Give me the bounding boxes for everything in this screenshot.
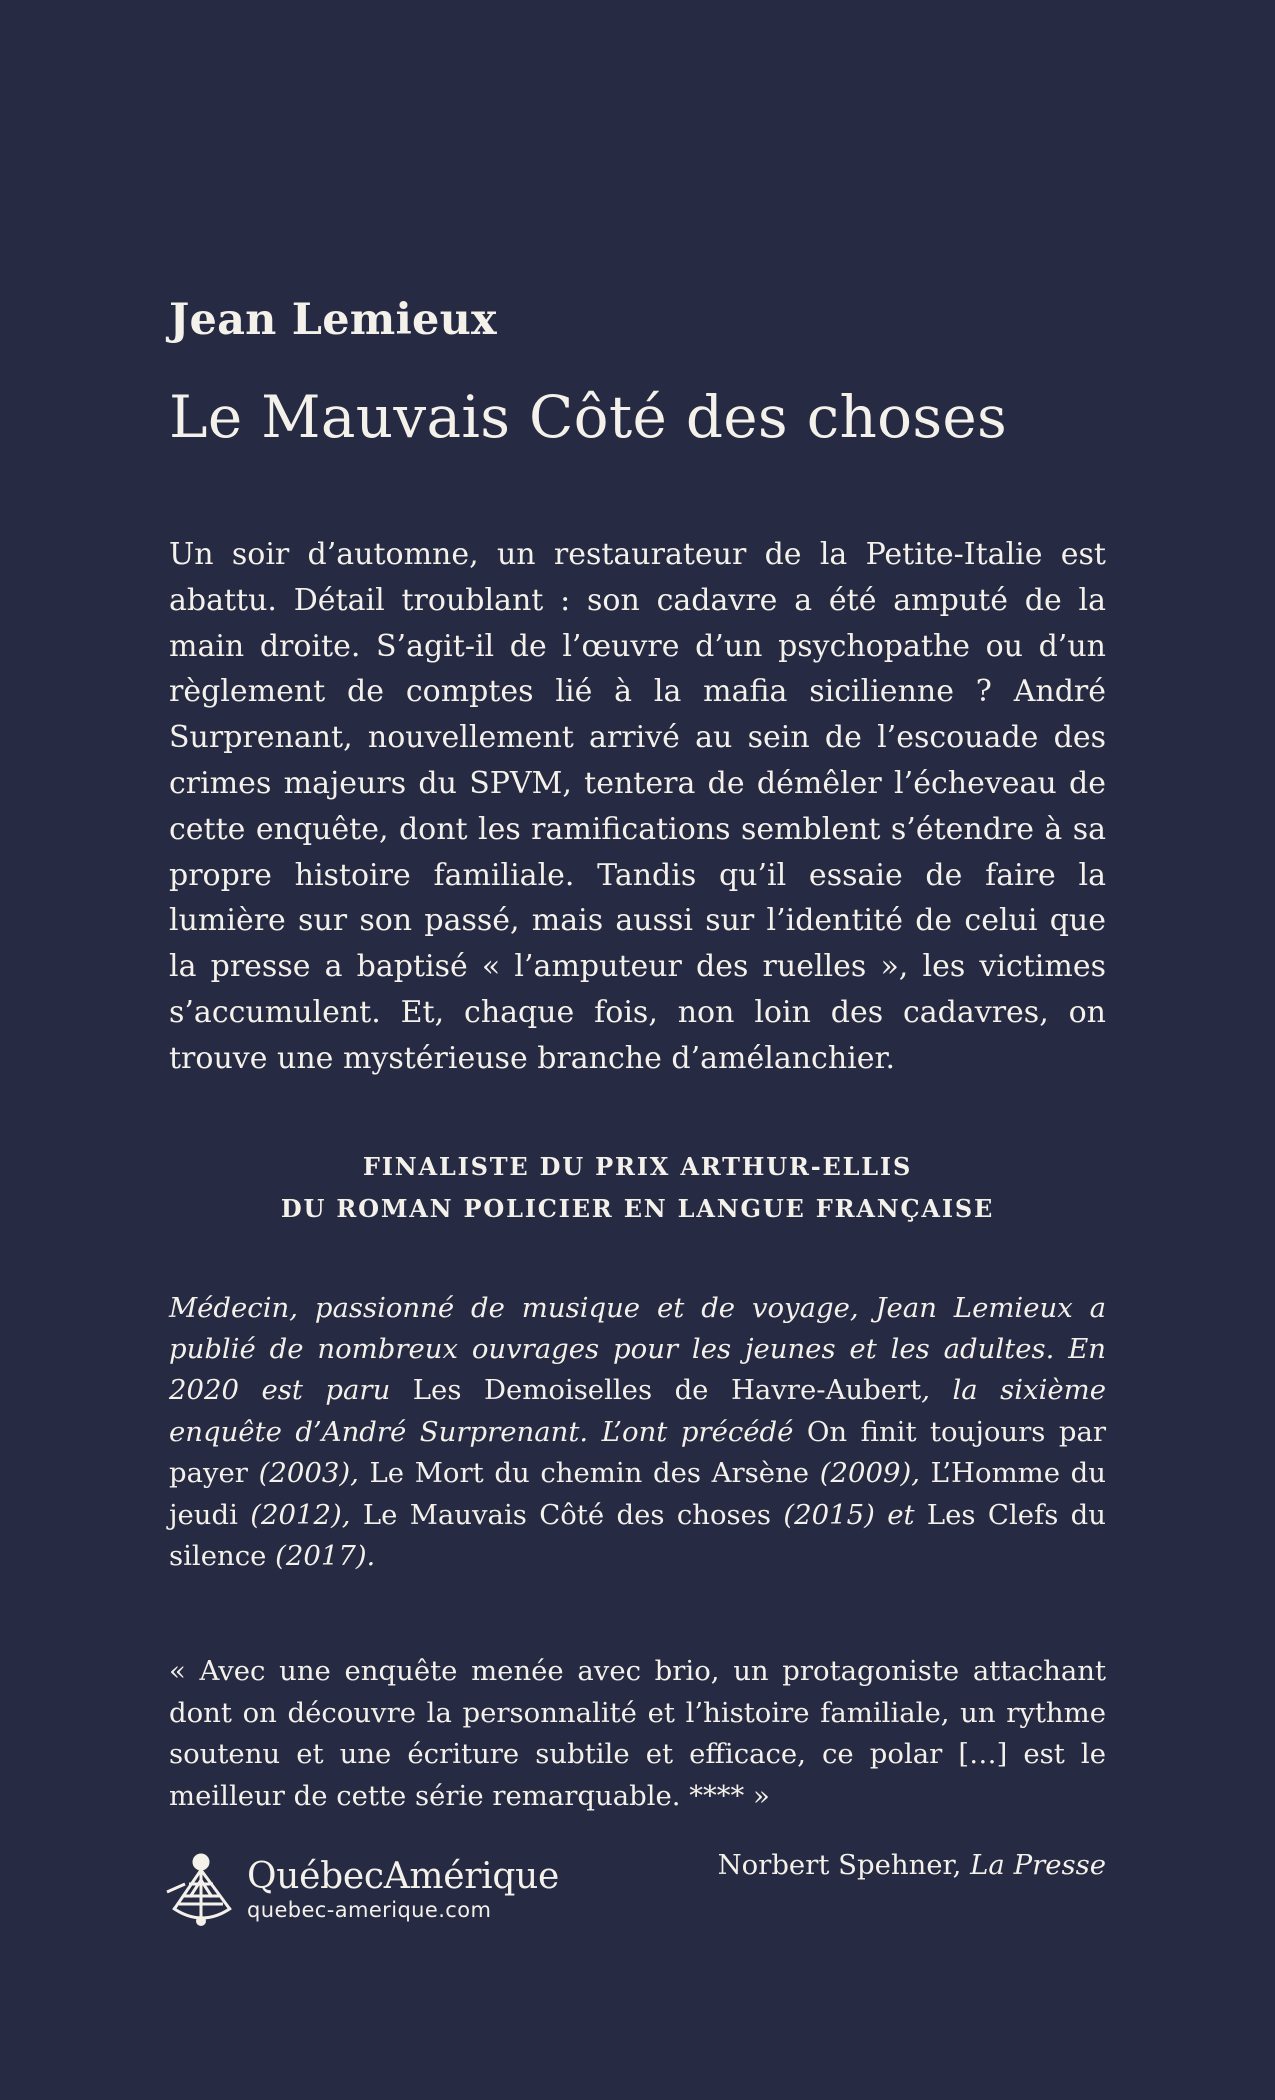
publisher-name: QuébecAmérique	[247, 1856, 560, 1897]
publisher-mark	[163, 1850, 559, 1930]
bio-year-6: (2017).	[266, 1540, 376, 1572]
award-notice	[169, 1146, 1106, 1230]
publisher-text	[247, 1857, 559, 1923]
bio-year-3: (2009),	[809, 1457, 931, 1490]
author-name: Jean Lemieux	[169, 295, 497, 345]
bio-book-3: Le Mort du chemin des Arsène	[369, 1457, 810, 1490]
award-line-2: DU ROMAN POLICIER EN LANGUE FRANÇAISE	[280, 1193, 995, 1223]
review-quote: « Avec une enquête menée avec brio, un protagoniste attachant dont on découvre la personnalité et l’histoire familiale, un rythme soutenu et une écriture subtile et efficace, ce polar […] est le meilleur de cette série remarquable. **** »	[169, 1655, 1106, 1812]
bio-book-2: On finit toujours par payer	[169, 1415, 1107, 1490]
bio-book-5: Le Mauvais Côté des choses	[362, 1498, 772, 1531]
bio-text-1: Médecin, passionné de musique et de voyage, Jean Lemieux a publié de nombreux ouvrages pour les jeunes et les adultes. En 2020 est paru	[169, 1291, 1106, 1407]
bio-book-1: Les Demoiselles de Havre-Aubert	[412, 1374, 922, 1407]
bio-book-6: Les Clefs du silence	[169, 1498, 1106, 1572]
reviewer-name: Norbert Spehner,	[717, 1848, 971, 1881]
bio-year-4: (2012),	[237, 1498, 363, 1531]
bio-year-2: (2003),	[247, 1457, 370, 1490]
sextant-icon	[163, 1850, 241, 1930]
cover-content	[169, 292, 1106, 1886]
synopsis-paragraph: Un soir d’automne, un restaurateur de la Petite-Italie est abattu. Détail troublant : son cadavre a été amputé de la main droite. S’agit-il de l’œuvre d’un psychopathe ou d’un règlement de comptes lié à la mafia sicilienne ? André Surprenant, nouvellement arrivé au sein de l’escouade des crimes majeurs du SPVM, tentera de démêler l’écheveau de cette enquête, dont les ramifications semblent s’étendre à sa propre histoire familiale. Tandis qu’il essaie de faire la lumière sur son passé, mais aussi sur l’identité de celui que la presse a baptisé « l’amputeur des ruelles », les victimes s’accumulent. Et, chaque fois, non loin des cadavres, on trouve une mystérieuse branche d’amélanchier.	[169, 537, 1106, 1076]
author-bio	[169, 1288, 1106, 1578]
book-title: Le Mauvais Côté des choses	[169, 383, 1008, 451]
publisher-url: quebec-amerique.com	[247, 1898, 492, 1922]
bio-text-2: , la sixième enquête d’André Surprenant. L’ont précédé	[169, 1374, 1106, 1448]
award-line-1: FINALISTE DU PRIX ARTHUR-ELLIS	[362, 1151, 913, 1181]
bio-book-4: L’Homme du jeudi	[169, 1457, 1107, 1531]
review-publication: La Presse	[970, 1848, 1106, 1881]
bio-year-5: (2015) et	[771, 1498, 927, 1531]
